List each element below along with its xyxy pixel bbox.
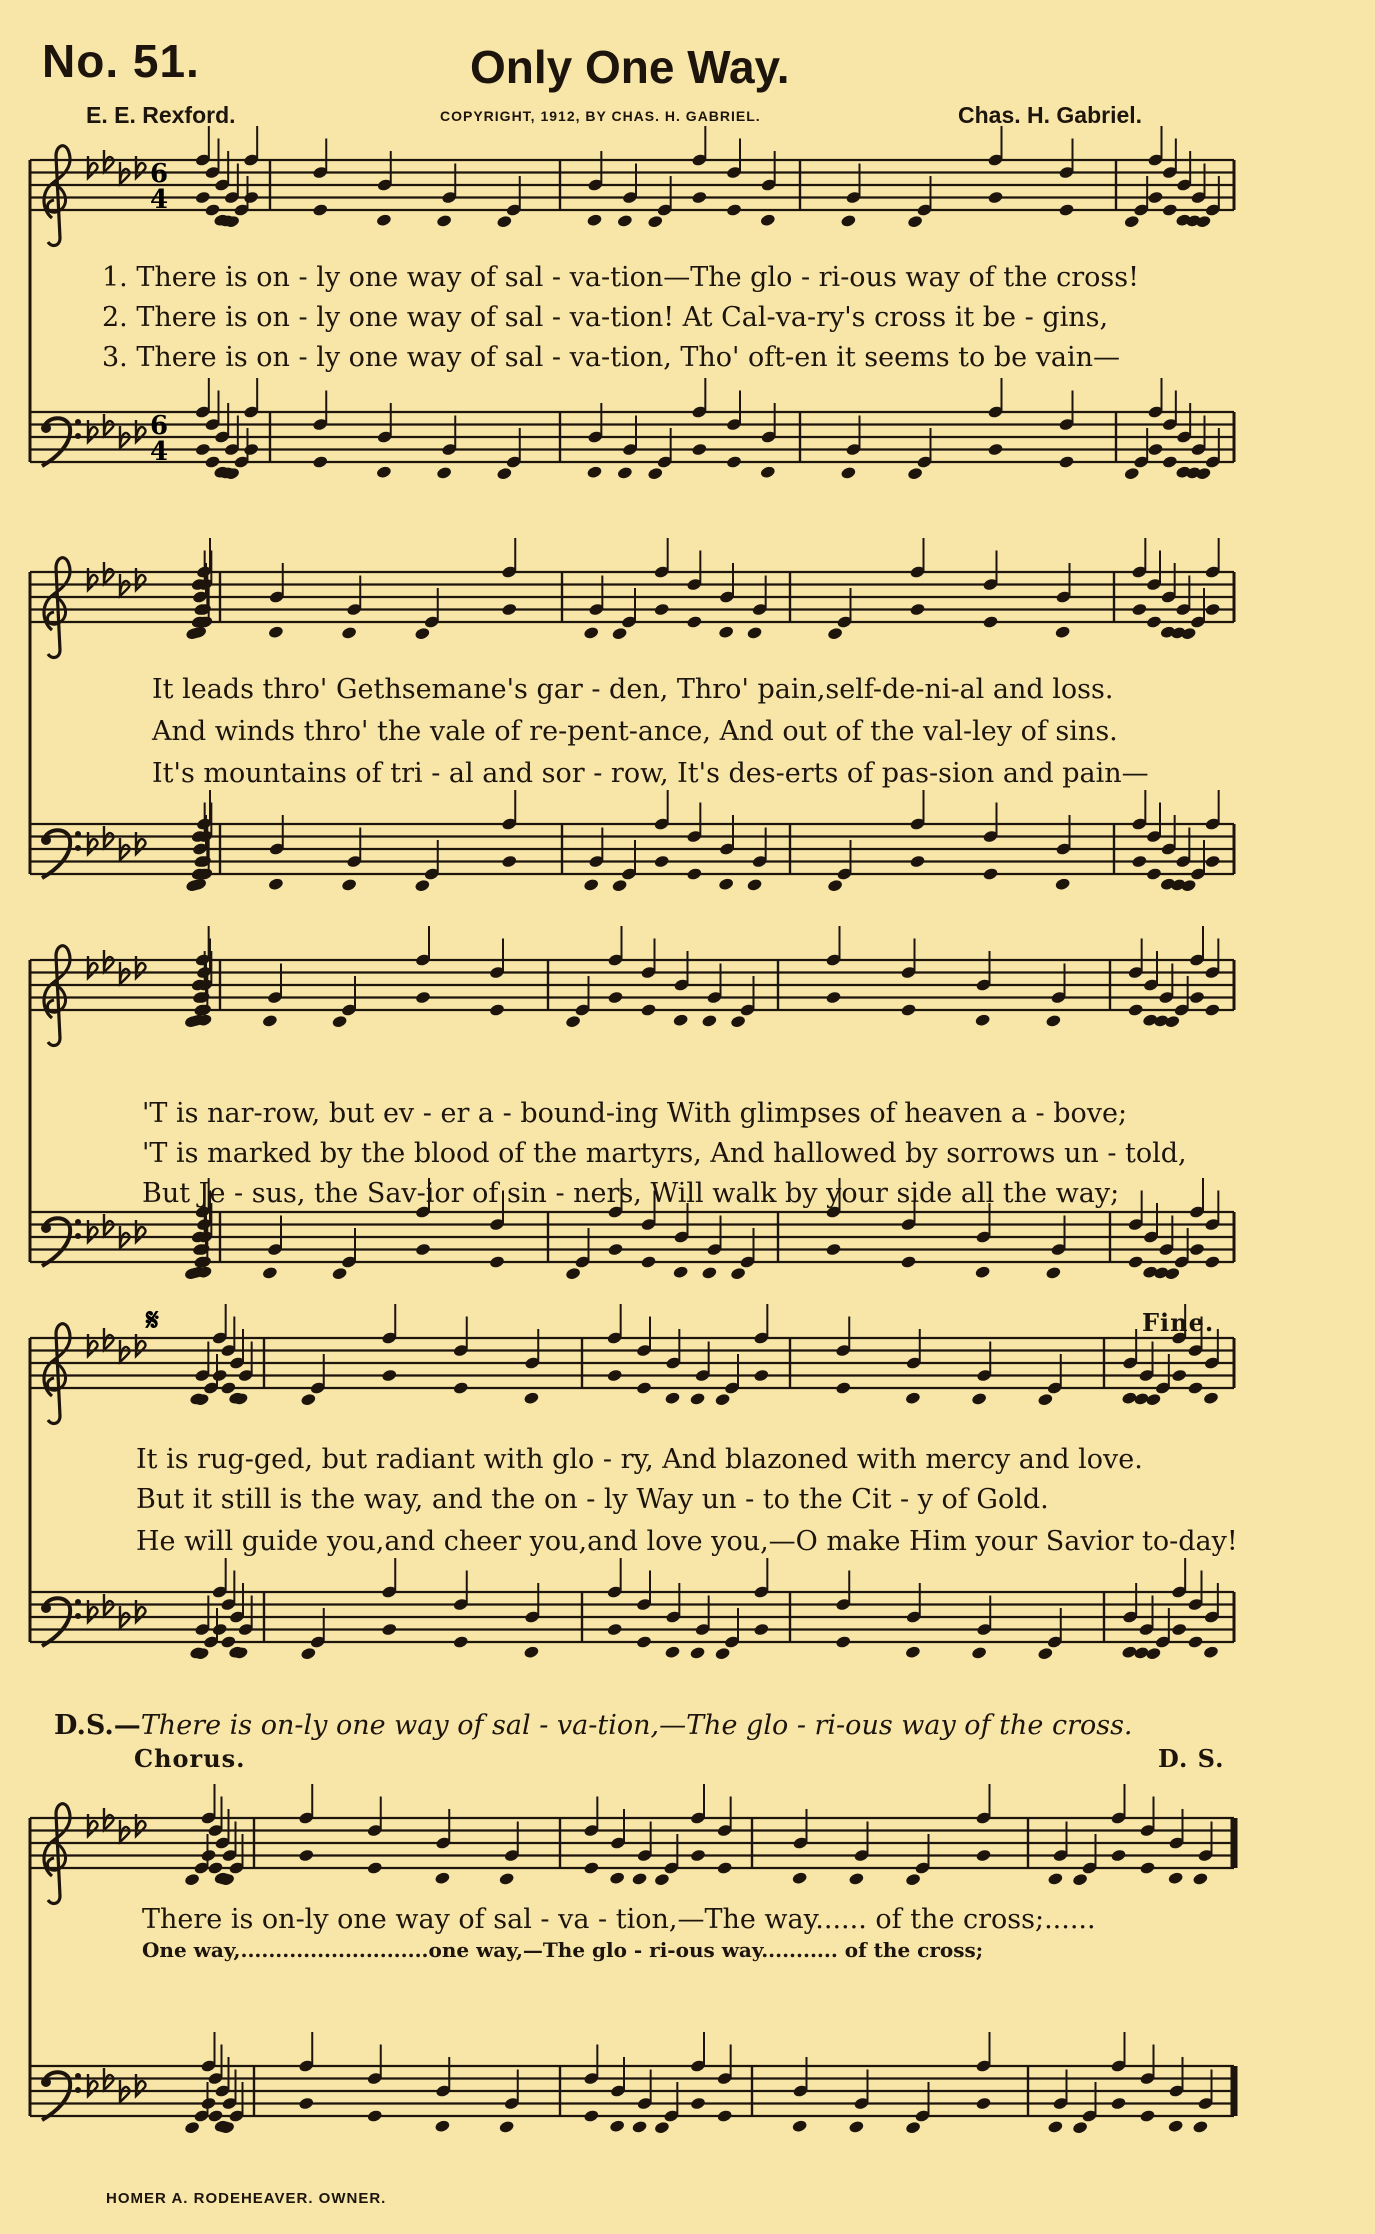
music-system: [30, 1304, 1234, 1661]
hymn-number: No. 51.: [42, 35, 200, 87]
copyright-notice: COPYRIGHT, 1912, BY CHAS. H. GABRIEL.: [440, 108, 761, 124]
chorus-lyric-line1: There is on-ly one way of sal - va - tion,—The way...... of the cross;......: [142, 1904, 1096, 1935]
lyric-s3-v1: 'T is nar-row, but ev - er a - bound-ing With glimpses of heaven a - bove;: [142, 1098, 1128, 1129]
svg-text:4: 4: [150, 185, 169, 215]
svg-text:6: 6: [150, 411, 169, 441]
chorus-label: Chorus.: [134, 1744, 246, 1773]
lyric-s1-v3: 3. There is on - ly one way of sal - va-tion, Tho' oft-en it seems to be vain—: [102, 342, 1121, 373]
svg-text:4: 4: [150, 437, 169, 467]
lyric-s2-v1: It leads thro' Gethsemane's gar - den, Thro' pain,self-de-ni-al and loss.: [152, 674, 1114, 705]
author-credit: E. E. Rexford.: [86, 102, 236, 128]
lyric-s2-v3: It's mountains of tri - al and sor - row, It's des-erts of pas-sion and pain—: [152, 758, 1149, 789]
lyric-s3-v3: But Je - sus, the Sav-ior of sin - ners, Will walk by your side all the way;: [142, 1178, 1120, 1209]
ds-text: There is on-ly one way of sal - va-tion,—The glo - ri-ous way of the cross.: [140, 1710, 1133, 1741]
chorus-lyric-line2: One way,...........................one way,—The glo - ri-ous way........... of the cross;: [142, 1938, 984, 1962]
svg-text:6: 6: [150, 159, 169, 189]
lyric-s4-v1: It is rug-ged, but radiant with glo - ry, And blazoned with mercy and love.: [136, 1444, 1143, 1475]
owner-notice: HOMER A. RODEHEAVER. OWNER.: [106, 2190, 387, 2207]
lyric-s4-v2: But it still is the way, and the on - ly Way un - to the Cit - y of Gold.: [136, 1484, 1049, 1515]
ds-refrain-line: [54, 1710, 1133, 1741]
lyric-s1-v1: 1. There is on - ly one way of sal - va-tion—The glo - ri-ous way of the cross!: [102, 262, 1139, 293]
lyric-s4-v3: He will guide you,and cheer you,and love you,—O make Him your Savior to-day!: [136, 1526, 1238, 1557]
lyric-s1-v2: 2. There is on - ly one way of sal - va-tion! At Cal-va-ry's cross it be - gins,: [102, 302, 1109, 333]
lyric-s2-v2: And winds thro' the vale of re-pent-ance, And out of the val-ley of sins.: [152, 716, 1118, 747]
hymn-title: Only One Way.: [470, 41, 790, 93]
fine-mark: Fine.: [1142, 1308, 1215, 1337]
segno-sign: 𝄋: [146, 1303, 159, 1338]
ds-mark: D. S.: [1158, 1744, 1225, 1773]
lyric-s3-v2: 'T is marked by the blood of the martyrs, And hallowed by sorrows un - told,: [142, 1138, 1187, 1169]
ds-label: D.S.—: [54, 1710, 141, 1741]
composer-credit: Chas. H. Gabriel.: [958, 102, 1143, 128]
